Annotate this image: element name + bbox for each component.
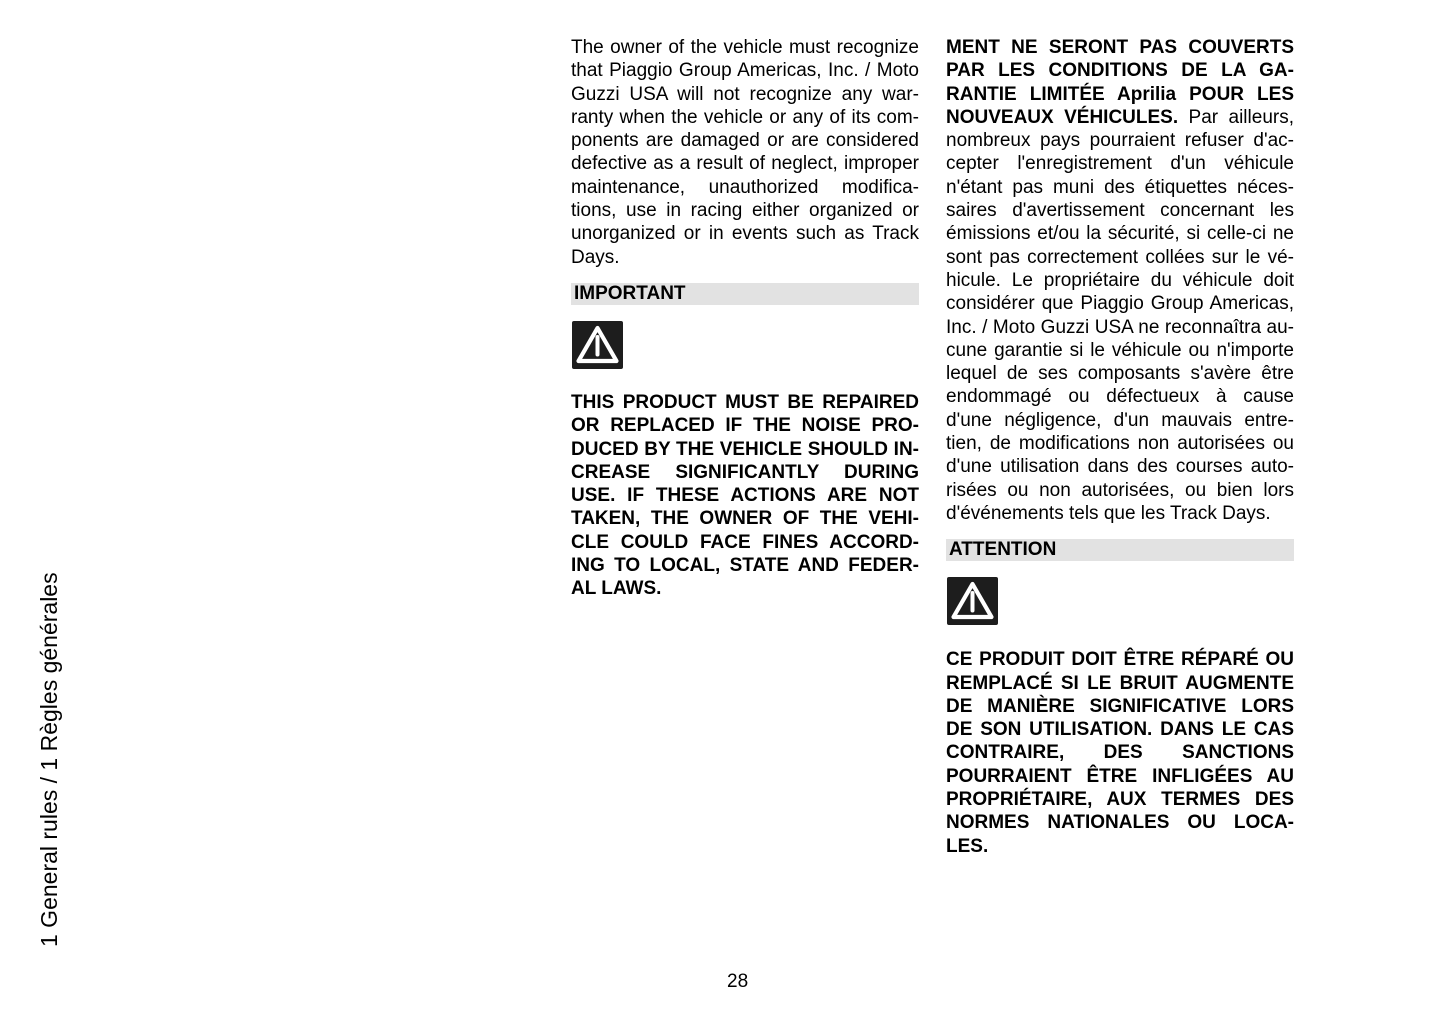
text-line: n'étant pas muni des étiquettes néces- bbox=[946, 176, 1294, 198]
text-line: d'une utilisation dans des courses auto- bbox=[946, 456, 1294, 478]
warning-triangle-icon bbox=[572, 321, 623, 369]
text-line: ponents are damaged or are considered bbox=[571, 130, 919, 152]
text-line: ranty when the vehicle or any of its com- bbox=[571, 106, 919, 128]
text-line: sont pas correctement collées sur le vé- bbox=[946, 246, 1294, 268]
french-column bbox=[946, 36, 1294, 858]
noise-warning-text-fr bbox=[946, 648, 1294, 858]
text-line: OR REPLACED IF THE NOISE PRO- bbox=[571, 415, 919, 437]
text-line: PROPRIÉTAIRE, AUX TERMES DES bbox=[946, 789, 1294, 811]
text-line: THIS PRODUCT MUST BE REPAIRED bbox=[571, 391, 919, 413]
text-line: lequel de ses composants s'avère être bbox=[946, 363, 1294, 385]
text-line: saires d'avertissement concernant les bbox=[946, 200, 1294, 222]
important-header: IMPORTANT bbox=[571, 283, 919, 305]
warranty-intro-paragraph bbox=[571, 36, 919, 269]
text-line: cepter l'enregistrement d'un véhicule bbox=[946, 153, 1294, 175]
text-line: CREASE SIGNIFICANTLY DURING bbox=[571, 461, 919, 483]
text-line: risées ou non autorisées, ou bien lors bbox=[946, 479, 1294, 501]
text-line: ING TO LOCAL, STATE AND FEDER- bbox=[571, 555, 919, 577]
text-line: NOUVEAUX VÉHICULES. Par ailleurs, bbox=[946, 106, 1294, 128]
text-line: unorganized or in events such as Track bbox=[571, 223, 919, 245]
text-line: USE. IF THESE ACTIONS ARE NOT bbox=[571, 485, 919, 507]
text-line: d'événements tels que les Track Days. bbox=[946, 502, 1271, 524]
text-line: TAKEN, THE OWNER OF THE VEHI- bbox=[571, 508, 919, 530]
text-line: REMPLACÉ SI LE BRUIT AUGMENTE bbox=[946, 672, 1294, 694]
text-line: POURRAIENT ÊTRE INFLIGÉES AU bbox=[946, 765, 1294, 787]
text-line: cune garantie si le véhicule ou n'importe bbox=[946, 339, 1294, 361]
sidebar-section-label: 1 General rules / 1 Règles générales bbox=[36, 572, 62, 947]
text-line: tien, de modifications non autorisées ou bbox=[946, 433, 1294, 455]
attention-header: ATTENTION bbox=[946, 539, 1294, 561]
warranty-paragraph-fr bbox=[946, 36, 1294, 525]
text-line: LES. bbox=[946, 835, 989, 857]
text-line: AL LAWS. bbox=[571, 578, 662, 600]
text-line: DUCED BY THE VEHICLE SHOULD IN- bbox=[571, 438, 919, 460]
text-line: nombreux pays pourraient refuser d'ac- bbox=[946, 130, 1294, 152]
text-line: Inc. / Moto Guzzi USA ne reconnaîtra au- bbox=[946, 316, 1294, 338]
text-line: DE MANIÈRE SIGNIFICATIVE LORS bbox=[946, 695, 1294, 717]
text-line: tions, use in racing either organized or bbox=[571, 200, 919, 222]
text-line: MENT NE SERONT PAS COUVERTS bbox=[946, 37, 1294, 58]
text-line: RANTIE LIMITÉE Aprilia POUR LES bbox=[946, 83, 1294, 105]
english-column bbox=[571, 36, 919, 601]
text-line: CE PRODUIT DOIT ÊTRE RÉPARÉ OU bbox=[946, 649, 1294, 671]
text-line: defective as a result of neglect, improper bbox=[571, 153, 919, 175]
text-line: NORMES NATIONALES OU LOCA- bbox=[946, 812, 1294, 834]
text-line: PAR LES CONDITIONS DE LA GA- bbox=[946, 60, 1294, 82]
text-line: d'une négligence, d'un mauvais entre- bbox=[946, 409, 1294, 431]
text-line: hicule. Le propriétaire du véhicule doit bbox=[946, 269, 1294, 291]
page-number: 28 bbox=[727, 971, 749, 992]
text-line: endommagé ou défectueux à cause bbox=[946, 386, 1294, 408]
noise-warning-text-en bbox=[571, 391, 919, 601]
text-line: CLE COULD FACE FINES ACCORD- bbox=[571, 531, 919, 553]
text-line: Days. bbox=[571, 246, 620, 268]
warning-triangle-icon bbox=[947, 577, 998, 625]
text-line: émissions et/ou la sécurité, si celle-ci ne bbox=[946, 223, 1294, 245]
text-line: maintenance, unauthorized modifica- bbox=[571, 176, 919, 198]
text-line: CONTRAIRE, DES SANCTIONS bbox=[946, 742, 1294, 764]
text-line: that Piaggio Group Americas, Inc. / Moto bbox=[571, 60, 919, 82]
text-line: DE SON UTILISATION. DANS LE CAS bbox=[946, 719, 1294, 741]
text-line: Guzzi USA will not recognize any war- bbox=[571, 83, 919, 105]
text-line: The owner of the vehicle must recognize bbox=[571, 37, 919, 58]
text-line: considérer que Piaggio Group Americas, bbox=[946, 293, 1294, 315]
